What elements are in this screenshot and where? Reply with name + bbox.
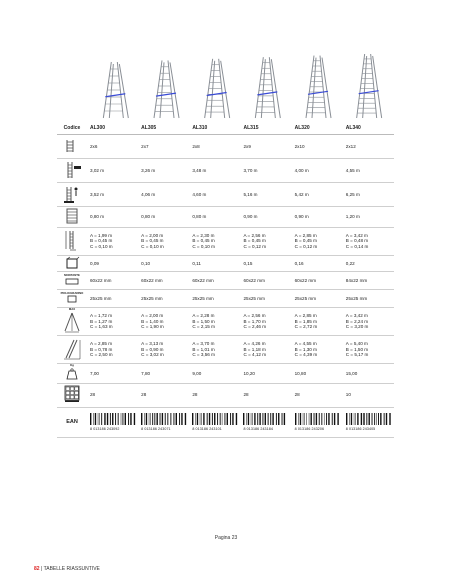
spec-cell: 2x6 (87, 135, 138, 159)
rungs-icon (64, 139, 80, 155)
spec-cell: A = 2,85 m B = 0,78 m C = 2,50 m (87, 336, 138, 364)
spec-cell: A = 5,40 m B = 1,50 m C = 5,17 m (343, 336, 394, 364)
spec-row (57, 207, 394, 228)
spec-cell: A = 2,00 m B = 1,40 m C = 1,90 m (138, 308, 189, 336)
barcode (90, 413, 138, 427)
spec-cell: 28 (87, 383, 138, 407)
spec-row (57, 159, 394, 183)
working-height-icon (62, 184, 82, 206)
ean-code: 8 013186 243071 (141, 427, 171, 432)
ean-label: EAN (66, 418, 78, 425)
spec-row (57, 183, 394, 207)
spec-cell: 60x22 mm (189, 272, 240, 290)
ladder-illustration (306, 56, 331, 118)
closed-ladder-icon (63, 207, 81, 227)
ean-code: 8 013186 243206 (294, 427, 325, 432)
row-icon-cell (57, 159, 87, 183)
rung-profile-icon (62, 295, 82, 305)
spec-cell: A = 2,85 m B = 1,85 m C = 2,72 m (292, 308, 343, 336)
page-label: Pagina 23 (214, 535, 238, 541)
spec-cell: 3,48 m (189, 159, 240, 183)
spec-table (57, 124, 394, 438)
ean-code: 8 013186 243092 (90, 427, 120, 432)
spec-cell: 5,16 m (240, 183, 291, 207)
spec-cell: 28 (189, 383, 240, 407)
row-icon-label: MAX (68, 307, 76, 312)
spec-cell: A = 3,13 m B = 0,90 m C = 3,02 m (138, 336, 189, 364)
rail-profile-icon (62, 277, 82, 287)
spec-row (57, 336, 394, 364)
spec-cell: 0,10 (138, 255, 189, 272)
spec-cell: 60x22 mm (292, 272, 343, 290)
spec-cell: 2x10 (292, 135, 343, 159)
spec-cell: 7,00 (87, 364, 138, 384)
spec-cell: 0,09 (87, 255, 138, 272)
model-header: AL340 (343, 124, 394, 135)
model-header: AL315 (240, 124, 291, 135)
barcode (141, 413, 189, 427)
ean-code: 8 013186 243405 (345, 427, 376, 432)
spec-cell: 84x22 mm (343, 272, 394, 290)
spec-cell: A = 2,00 m B = 0,45 m C = 0,10 m (138, 227, 189, 255)
spec-cell: 25x25 mm (87, 290, 138, 308)
row-icon-cell (57, 207, 87, 228)
spec-cell: 4,06 m (138, 183, 189, 207)
spec-cell: 0,15 (240, 255, 291, 272)
barcode (243, 413, 291, 427)
spec-cell: 2x8 (189, 135, 240, 159)
spec-cell: A = 3,42 m B = 0,48 m C = 0,14 m (343, 227, 394, 255)
row-icon-cell (57, 255, 87, 272)
row-icon-label: MONTANTE (64, 273, 80, 278)
row-icon-cell (57, 383, 87, 407)
spec-cell: 4,55 m (343, 159, 394, 183)
spec-cell: 3,52 m (87, 183, 138, 207)
spec-cell: 6,25 m (343, 183, 394, 207)
spec-cell: 1,20 m (343, 207, 394, 228)
spec-cell: 3,02 m (87, 159, 138, 183)
spec-cell: A = 2,85 m B = 0,45 m C = 0,12 m (292, 227, 343, 255)
ean-code: 8 013186 243101 (192, 427, 222, 432)
spec-cell: 28 (240, 383, 291, 407)
spec-cell: 0,80 m (189, 207, 240, 228)
spec-cell: 5,42 m (292, 183, 343, 207)
spec-cell: 0,80 m (138, 207, 189, 228)
extended-ladder-icon (62, 160, 82, 182)
spec-cell: 25x25 mm (189, 290, 240, 308)
spec-row (57, 135, 394, 159)
spec-cell: 25x25 mm (343, 290, 394, 308)
row-icon-cell (57, 308, 87, 336)
spec-cell: A = 4,26 m B = 1,18 m C = 4,12 m (240, 336, 291, 364)
barcode (192, 413, 240, 427)
spec-cell: 25x25 mm (240, 290, 291, 308)
spec-cell: A = 2,56 m B = 0,45 m C = 0,12 m (240, 227, 291, 255)
ladder-illustration (205, 59, 230, 118)
footer-separator: | (39, 566, 44, 572)
ean-cell (138, 407, 189, 437)
spec-cell: A = 2,28 m B = 1,50 m C = 2,15 m (189, 308, 240, 336)
model-header: AL310 (189, 124, 240, 135)
dimensions-abc-icon (62, 229, 82, 253)
spec-cell: 60x22 mm (240, 272, 291, 290)
spec-cell: 28 (292, 383, 343, 407)
spec-cell: 10 (343, 383, 394, 407)
spec-cell: 10,20 (240, 364, 291, 384)
row-icon-cell (57, 183, 87, 207)
spec-cell: 4,60 m (189, 183, 240, 207)
spec-cell: 4,00 m (292, 159, 343, 183)
row-icon-cell (57, 135, 87, 159)
model-header: AL305 (138, 124, 189, 135)
spec-cell: 7,80 (138, 364, 189, 384)
spec-cell: 0,80 m (87, 207, 138, 228)
spec-cell: 0,16 (292, 255, 343, 272)
spec-cell: 25x25 mm (292, 290, 343, 308)
spec-row (57, 272, 394, 290)
spec-cell: 60x22 mm (138, 272, 189, 290)
row-icon-cell (57, 227, 87, 255)
spec-cell: 28 (138, 383, 189, 407)
spec-cell: A = 1,72 m B = 1,27 m C = 1,63 m (87, 308, 138, 336)
ean-code: 8 013186 243184 (243, 427, 273, 432)
ladder-illustration (357, 54, 382, 118)
volume-cube-icon (64, 256, 80, 272)
spec-cell: 0,22 (343, 255, 394, 272)
row-icon-label: Kg (70, 363, 74, 368)
ladder-illustration (103, 62, 128, 118)
model-header: AL320 (292, 124, 343, 135)
spec-cell: 3,26 m (138, 159, 189, 183)
spec-row (57, 364, 394, 384)
spec-cell: 0,11 (189, 255, 240, 272)
ladder-illustration (255, 57, 280, 118)
spec-row (57, 290, 394, 308)
spec-row (57, 227, 394, 255)
ean-row (57, 407, 394, 437)
ean-cell (292, 407, 343, 437)
spec-cell: 2x7 (138, 135, 189, 159)
row-icon-label: PIOLO/GRADINO (60, 291, 84, 296)
spec-cell: 0,90 m (292, 207, 343, 228)
spec-cell: 10,80 (292, 364, 343, 384)
pallet-boxes-icon (62, 385, 82, 405)
spec-cell: 0,90 m (240, 207, 291, 228)
weight-kg-icon (64, 367, 80, 383)
spec-row (57, 383, 394, 407)
spec-cell: A = 1,99 m B = 0,45 m C = 0,10 m (87, 227, 138, 255)
ladder-illustrations (89, 52, 393, 120)
spec-cell: 2x9 (240, 135, 291, 159)
barcode (295, 413, 343, 427)
spec-row (57, 255, 394, 272)
barcode (346, 413, 394, 427)
spec-cell: 9,00 (189, 364, 240, 384)
spec-cell: A = 3,70 m B = 1,01 m C = 3,56 m (189, 336, 240, 364)
spec-cell: A = 2,56 m B = 1,70 m C = 2,46 m (240, 308, 291, 336)
footer-page-number: 82 (34, 566, 40, 572)
header-row (57, 124, 394, 135)
spec-cell: A = 2,30 m B = 0,45 m C = 0,10 m (189, 227, 240, 255)
ean-cell (343, 407, 394, 437)
spec-cell: 60x22 mm (87, 272, 138, 290)
footer-section: TABELLE RIASSUNTIVE (43, 566, 100, 572)
footer (34, 566, 100, 572)
row-icon-cell (57, 336, 87, 364)
spec-cell: A = 3,42 m B = 2,24 m C = 3,20 m (343, 308, 394, 336)
row-icon-cell (57, 290, 87, 308)
row-icon-cell (57, 364, 87, 384)
spec-row (57, 308, 394, 336)
spec-cell: 3,70 m (240, 159, 291, 183)
ladder-leaning-icon (62, 338, 82, 362)
spec-cell: A = 4,55 m B = 1,30 m C = 4,39 m (292, 336, 343, 364)
ean-cell (189, 407, 240, 437)
spec-cell: 15,00 (343, 364, 394, 384)
model-header: AL300 (87, 124, 138, 135)
spec-cell: 25x25 mm (138, 290, 189, 308)
codice-label: Codice (57, 124, 87, 135)
ladder-open-max-icon (62, 311, 82, 335)
row-icon-cell (57, 272, 87, 290)
ladder-illustration (154, 60, 179, 118)
spec-cell: 2x12 (343, 135, 394, 159)
ean-label-cell (57, 407, 87, 437)
ean-cell (240, 407, 291, 437)
ean-cell (87, 407, 138, 437)
